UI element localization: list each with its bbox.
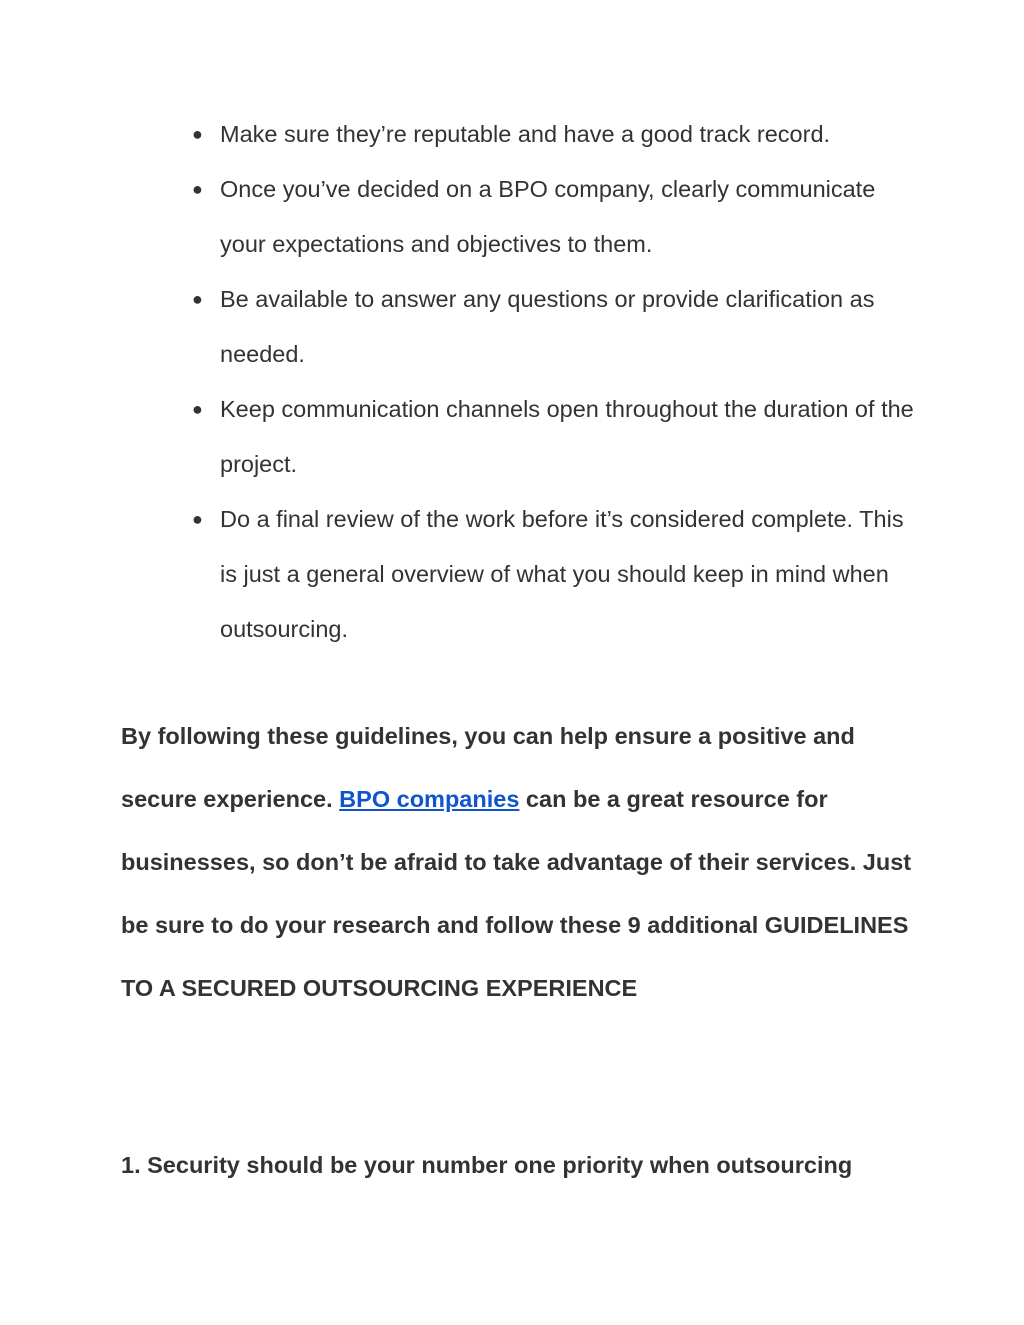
bullet-icon: ●: [192, 399, 203, 419]
paragraph-text-before-link: By following these guidelines, you can help ensure a positive and secure experience.: [121, 723, 855, 812]
bullet-icon: ●: [192, 124, 203, 144]
list-item-text: Keep communication channels open throughout the duration of the project.: [220, 396, 914, 477]
list-item-text: Be available to answer any questions or provide clarification as needed.: [220, 286, 875, 367]
list-item: [188, 492, 918, 657]
bpo-companies-link[interactable]: BPO companies: [339, 786, 520, 812]
bullet-icon: ●: [192, 179, 203, 199]
paragraph-text-after-link: can be a great resource for businesses, so don’t be afraid to take advantage of their services. Just be sure to do your research and follow these 9 additional GUIDELINES TO A SECURED OUTSOURCING EXPERIENCE: [121, 786, 912, 1001]
list-item: [188, 162, 918, 272]
list-item-text: Make sure they’re reputable and have a good track record.: [220, 121, 831, 147]
bullet-icon: ●: [192, 509, 203, 529]
list-item-text: Do a final review of the work before it’s considered complete. This is just a general overview of what you should keep in mind when outsourcing.: [220, 506, 904, 642]
list-item: [188, 272, 918, 382]
list-item: [188, 382, 918, 492]
summary-paragraph: [121, 705, 921, 1020]
bullet-icon: ●: [192, 289, 203, 309]
section-heading: 1. Security should be your number one priority when outsourcing: [121, 1152, 853, 1178]
list-item: [188, 107, 918, 162]
list-item-text: Once you’ve decided on a BPO company, clearly communicate your expectations and objectives to them.: [220, 176, 876, 257]
bullet-list: [188, 107, 918, 657]
